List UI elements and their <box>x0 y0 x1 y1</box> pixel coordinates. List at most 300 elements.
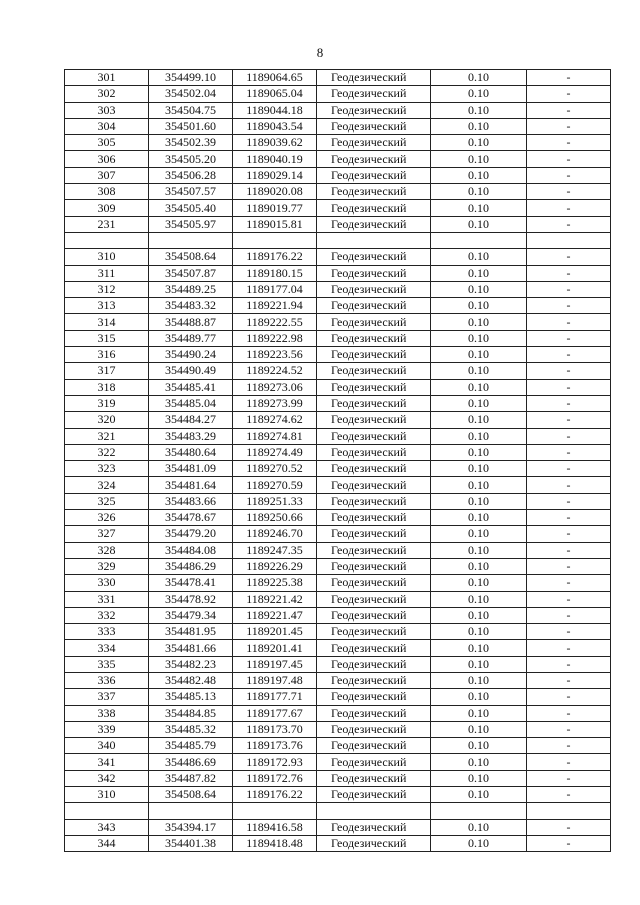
x-coordinate-cell: 354487.82 <box>149 770 233 786</box>
y-coordinate-cell: 1189064.65 <box>233 70 317 86</box>
table-row <box>65 184 611 200</box>
y-coordinate-cell: 1189273.06 <box>233 379 317 395</box>
x-coordinate-cell: 354490.24 <box>149 347 233 363</box>
description-cell: - <box>527 835 611 851</box>
table-spacer-row <box>65 803 611 819</box>
accuracy-cell: 0.10 <box>431 672 527 688</box>
y-coordinate-cell: 1189201.41 <box>233 640 317 656</box>
accuracy-cell: 0.10 <box>431 461 527 477</box>
y-coordinate-cell: 1189177.71 <box>233 689 317 705</box>
table-row <box>65 461 611 477</box>
table-row <box>65 510 611 526</box>
method-cell: Геодезический <box>317 770 431 786</box>
point-number-cell: 332 <box>65 607 149 623</box>
accuracy-cell: 0.10 <box>431 363 527 379</box>
method-cell <box>317 803 431 819</box>
y-coordinate-cell: 1189225.38 <box>233 575 317 591</box>
method-cell: Геодезический <box>317 216 431 232</box>
x-coordinate-cell: 354481.64 <box>149 477 233 493</box>
table-row <box>65 770 611 786</box>
table-row <box>65 70 611 86</box>
accuracy-cell: 0.10 <box>431 689 527 705</box>
description-cell: - <box>527 721 611 737</box>
description-cell: - <box>527 787 611 803</box>
point-number-cell <box>65 803 149 819</box>
point-number-cell: 304 <box>65 118 149 134</box>
y-coordinate-cell: 1189173.70 <box>233 721 317 737</box>
x-coordinate-cell: 354489.25 <box>149 281 233 297</box>
table-row <box>65 835 611 851</box>
accuracy-cell: 0.10 <box>431 591 527 607</box>
y-coordinate-cell: 1189274.62 <box>233 412 317 428</box>
accuracy-cell: 0.10 <box>431 721 527 737</box>
accuracy-cell: 0.10 <box>431 412 527 428</box>
y-coordinate-cell: 1189223.56 <box>233 347 317 363</box>
description-cell <box>527 232 611 248</box>
description-cell: - <box>527 770 611 786</box>
method-cell: Геодезический <box>317 493 431 509</box>
point-number-cell: 320 <box>65 412 149 428</box>
table-row <box>65 330 611 346</box>
point-number-cell: 334 <box>65 640 149 656</box>
x-coordinate-cell: 354484.85 <box>149 705 233 721</box>
x-coordinate-cell: 354478.41 <box>149 575 233 591</box>
method-cell: Геодезический <box>317 70 431 86</box>
table-row <box>65 102 611 118</box>
y-coordinate-cell: 1189250.66 <box>233 510 317 526</box>
accuracy-cell: 0.10 <box>431 542 527 558</box>
y-coordinate-cell: 1189039.62 <box>233 135 317 151</box>
table-row <box>65 558 611 574</box>
x-coordinate-cell: 354483.66 <box>149 493 233 509</box>
table-row <box>65 281 611 297</box>
point-number-cell: 340 <box>65 738 149 754</box>
point-number-cell: 343 <box>65 819 149 835</box>
point-number-cell: 231 <box>65 216 149 232</box>
method-cell: Геодезический <box>317 363 431 379</box>
point-number-cell: 333 <box>65 624 149 640</box>
table-row <box>65 363 611 379</box>
point-number-cell: 326 <box>65 510 149 526</box>
description-cell: - <box>527 819 611 835</box>
method-cell: Геодезический <box>317 672 431 688</box>
point-number-cell: 307 <box>65 167 149 183</box>
point-number-cell: 310 <box>65 249 149 265</box>
table-row <box>65 118 611 134</box>
table-row <box>65 347 611 363</box>
point-number-cell: 344 <box>65 835 149 851</box>
x-coordinate-cell: 354489.77 <box>149 330 233 346</box>
x-coordinate-cell: 354486.29 <box>149 558 233 574</box>
description-cell: - <box>527 102 611 118</box>
description-cell: - <box>527 558 611 574</box>
accuracy-cell: 0.10 <box>431 347 527 363</box>
accuracy-cell: 0.10 <box>431 575 527 591</box>
table-row <box>65 428 611 444</box>
accuracy-cell: 0.10 <box>431 477 527 493</box>
table-row <box>65 265 611 281</box>
x-coordinate-cell: 354505.20 <box>149 151 233 167</box>
table-row <box>65 656 611 672</box>
point-number-cell: 327 <box>65 526 149 542</box>
method-cell: Геодезический <box>317 738 431 754</box>
point-number-cell: 318 <box>65 379 149 395</box>
table-row <box>65 591 611 607</box>
description-cell: - <box>527 200 611 216</box>
accuracy-cell: 0.10 <box>431 151 527 167</box>
method-cell: Геодезический <box>317 656 431 672</box>
point-number-cell: 322 <box>65 444 149 460</box>
method-cell: Геодезический <box>317 379 431 395</box>
method-cell: Геодезический <box>317 819 431 835</box>
point-number-cell: 317 <box>65 363 149 379</box>
table-row <box>65 526 611 542</box>
accuracy-cell: 0.10 <box>431 787 527 803</box>
description-cell: - <box>527 412 611 428</box>
table-row <box>65 721 611 737</box>
method-cell: Геодезический <box>317 298 431 314</box>
x-coordinate-cell: 354401.38 <box>149 835 233 851</box>
accuracy-cell: 0.10 <box>431 835 527 851</box>
accuracy-cell: 0.10 <box>431 624 527 640</box>
description-cell: - <box>527 656 611 672</box>
point-number-cell: 337 <box>65 689 149 705</box>
method-cell: Геодезический <box>317 705 431 721</box>
point-number-cell: 316 <box>65 347 149 363</box>
description-cell: - <box>527 689 611 705</box>
method-cell <box>317 232 431 248</box>
y-coordinate-cell: 1189222.98 <box>233 330 317 346</box>
y-coordinate-cell: 1189222.55 <box>233 314 317 330</box>
x-coordinate-cell: 354486.69 <box>149 754 233 770</box>
point-number-cell: 319 <box>65 395 149 411</box>
accuracy-cell: 0.10 <box>431 70 527 86</box>
method-cell: Геодезический <box>317 330 431 346</box>
description-cell: - <box>527 624 611 640</box>
method-cell: Геодезический <box>317 184 431 200</box>
y-coordinate-cell: 1189247.35 <box>233 542 317 558</box>
point-number-cell: 331 <box>65 591 149 607</box>
x-coordinate-cell: 354485.79 <box>149 738 233 754</box>
description-cell: - <box>527 167 611 183</box>
accuracy-cell: 0.10 <box>431 493 527 509</box>
accuracy-cell: 0.10 <box>431 216 527 232</box>
description-cell: - <box>527 705 611 721</box>
table-row <box>65 493 611 509</box>
x-coordinate-cell: 354485.41 <box>149 379 233 395</box>
y-coordinate-cell: 1189065.04 <box>233 86 317 102</box>
method-cell: Геодезический <box>317 754 431 770</box>
table-row <box>65 640 611 656</box>
y-coordinate-cell <box>233 803 317 819</box>
y-coordinate-cell: 1189019.77 <box>233 200 317 216</box>
y-coordinate-cell: 1189172.76 <box>233 770 317 786</box>
x-coordinate-cell: 354482.48 <box>149 672 233 688</box>
description-cell: - <box>527 395 611 411</box>
method-cell: Геодезический <box>317 200 431 216</box>
table-row <box>65 379 611 395</box>
x-coordinate-cell: 354490.49 <box>149 363 233 379</box>
accuracy-cell: 0.10 <box>431 444 527 460</box>
x-coordinate-cell: 354478.67 <box>149 510 233 526</box>
point-number-cell: 325 <box>65 493 149 509</box>
accuracy-cell: 0.10 <box>431 395 527 411</box>
method-cell: Геодезический <box>317 265 431 281</box>
point-number-cell: 324 <box>65 477 149 493</box>
table-row <box>65 819 611 835</box>
x-coordinate-cell: 354479.20 <box>149 526 233 542</box>
table-row <box>65 200 611 216</box>
method-cell: Геодезический <box>317 607 431 623</box>
x-coordinate-cell: 354505.40 <box>149 200 233 216</box>
point-number-cell: 301 <box>65 70 149 86</box>
method-cell: Геодезический <box>317 461 431 477</box>
x-coordinate-cell: 354507.87 <box>149 265 233 281</box>
x-coordinate-cell <box>149 803 233 819</box>
table-row <box>65 542 611 558</box>
x-coordinate-cell: 354505.97 <box>149 216 233 232</box>
x-coordinate-cell: 354394.17 <box>149 819 233 835</box>
accuracy-cell: 0.10 <box>431 738 527 754</box>
table-row <box>65 705 611 721</box>
point-number-cell: 315 <box>65 330 149 346</box>
method-cell: Геодезический <box>317 102 431 118</box>
table-row <box>65 216 611 232</box>
accuracy-cell <box>431 232 527 248</box>
x-coordinate-cell: 354481.09 <box>149 461 233 477</box>
description-cell: - <box>527 314 611 330</box>
table-row <box>65 738 611 754</box>
method-cell: Геодезический <box>317 118 431 134</box>
table-row <box>65 444 611 460</box>
point-number-cell: 311 <box>65 265 149 281</box>
y-coordinate-cell: 1189176.22 <box>233 249 317 265</box>
accuracy-cell: 0.10 <box>431 510 527 526</box>
accuracy-cell: 0.10 <box>431 330 527 346</box>
y-coordinate-cell: 1189274.81 <box>233 428 317 444</box>
table-row <box>65 151 611 167</box>
y-coordinate-cell: 1189201.45 <box>233 624 317 640</box>
accuracy-cell: 0.10 <box>431 640 527 656</box>
method-cell: Геодезический <box>317 526 431 542</box>
method-cell: Геодезический <box>317 249 431 265</box>
y-coordinate-cell: 1189197.48 <box>233 672 317 688</box>
x-coordinate-cell: 354482.23 <box>149 656 233 672</box>
method-cell: Геодезический <box>317 86 431 102</box>
description-cell: - <box>527 428 611 444</box>
coordinates-table-body <box>65 70 611 852</box>
x-coordinate-cell: 354478.92 <box>149 591 233 607</box>
point-number-cell: 303 <box>65 102 149 118</box>
point-number-cell: 312 <box>65 281 149 297</box>
method-cell: Геодезический <box>317 444 431 460</box>
accuracy-cell: 0.10 <box>431 265 527 281</box>
y-coordinate-cell: 1189020.08 <box>233 184 317 200</box>
y-coordinate-cell: 1189416.58 <box>233 819 317 835</box>
accuracy-cell: 0.10 <box>431 200 527 216</box>
y-coordinate-cell: 1189221.94 <box>233 298 317 314</box>
page-number: 8 <box>316 45 324 60</box>
x-coordinate-cell: 354502.39 <box>149 135 233 151</box>
accuracy-cell: 0.10 <box>431 754 527 770</box>
description-cell: - <box>527 477 611 493</box>
y-coordinate-cell: 1189418.48 <box>233 835 317 851</box>
description-cell: - <box>527 607 611 623</box>
table-row <box>65 624 611 640</box>
description-cell: - <box>527 444 611 460</box>
accuracy-cell: 0.10 <box>431 298 527 314</box>
y-coordinate-cell: 1189172.93 <box>233 754 317 770</box>
table-row <box>65 689 611 705</box>
y-coordinate-cell: 1189226.29 <box>233 558 317 574</box>
accuracy-cell: 0.10 <box>431 607 527 623</box>
description-cell: - <box>527 118 611 134</box>
method-cell: Геодезический <box>317 510 431 526</box>
table-row <box>65 754 611 770</box>
point-number-cell: 336 <box>65 672 149 688</box>
method-cell: Геодезический <box>317 395 431 411</box>
description-cell: - <box>527 265 611 281</box>
description-cell: - <box>527 461 611 477</box>
accuracy-cell: 0.10 <box>431 281 527 297</box>
point-number-cell: 305 <box>65 135 149 151</box>
method-cell: Геодезический <box>317 787 431 803</box>
description-cell: - <box>527 672 611 688</box>
x-coordinate-cell: 354504.75 <box>149 102 233 118</box>
table-row <box>65 314 611 330</box>
y-coordinate-cell <box>233 232 317 248</box>
x-coordinate-cell: 354499.10 <box>149 70 233 86</box>
y-coordinate-cell: 1189043.54 <box>233 118 317 134</box>
x-coordinate-cell: 354483.29 <box>149 428 233 444</box>
y-coordinate-cell: 1189224.52 <box>233 363 317 379</box>
y-coordinate-cell: 1189221.47 <box>233 607 317 623</box>
method-cell: Геодезический <box>317 314 431 330</box>
coordinates-table <box>64 69 611 852</box>
x-coordinate-cell: 354479.34 <box>149 607 233 623</box>
table-row <box>65 607 611 623</box>
y-coordinate-cell: 1189274.49 <box>233 444 317 460</box>
description-cell: - <box>527 591 611 607</box>
method-cell: Геодезический <box>317 624 431 640</box>
y-coordinate-cell: 1189176.22 <box>233 787 317 803</box>
table-row <box>65 787 611 803</box>
x-coordinate-cell: 354485.32 <box>149 721 233 737</box>
method-cell: Геодезический <box>317 542 431 558</box>
x-coordinate-cell: 354480.64 <box>149 444 233 460</box>
x-coordinate-cell: 354501.60 <box>149 118 233 134</box>
accuracy-cell: 0.10 <box>431 102 527 118</box>
accuracy-cell: 0.10 <box>431 770 527 786</box>
x-coordinate-cell: 354488.87 <box>149 314 233 330</box>
description-cell: - <box>527 86 611 102</box>
x-coordinate-cell: 354502.04 <box>149 86 233 102</box>
accuracy-cell: 0.10 <box>431 819 527 835</box>
x-coordinate-cell: 354507.57 <box>149 184 233 200</box>
description-cell: - <box>527 526 611 542</box>
accuracy-cell: 0.10 <box>431 656 527 672</box>
description-cell: - <box>527 347 611 363</box>
method-cell: Геодезический <box>317 135 431 151</box>
table-row <box>65 167 611 183</box>
point-number-cell: 309 <box>65 200 149 216</box>
table-row <box>65 249 611 265</box>
description-cell: - <box>527 542 611 558</box>
description-cell: - <box>527 575 611 591</box>
y-coordinate-cell: 1189177.67 <box>233 705 317 721</box>
method-cell: Геодезический <box>317 477 431 493</box>
point-number-cell: 329 <box>65 558 149 574</box>
point-number-cell: 338 <box>65 705 149 721</box>
accuracy-cell: 0.10 <box>431 118 527 134</box>
method-cell: Геодезический <box>317 347 431 363</box>
point-number-cell: 321 <box>65 428 149 444</box>
accuracy-cell: 0.10 <box>431 705 527 721</box>
method-cell: Геодезический <box>317 151 431 167</box>
accuracy-cell: 0.10 <box>431 167 527 183</box>
description-cell: - <box>527 216 611 232</box>
accuracy-cell <box>431 803 527 819</box>
point-number-cell: 302 <box>65 86 149 102</box>
method-cell: Геодезический <box>317 412 431 428</box>
point-number-cell: 341 <box>65 754 149 770</box>
y-coordinate-cell: 1189180.15 <box>233 265 317 281</box>
description-cell: - <box>527 640 611 656</box>
table-row <box>65 86 611 102</box>
accuracy-cell: 0.10 <box>431 379 527 395</box>
method-cell: Геодезический <box>317 835 431 851</box>
table-row <box>65 672 611 688</box>
point-number-cell: 335 <box>65 656 149 672</box>
description-cell: - <box>527 510 611 526</box>
y-coordinate-cell: 1189270.52 <box>233 461 317 477</box>
table-row <box>65 412 611 428</box>
y-coordinate-cell: 1189251.33 <box>233 493 317 509</box>
point-number-cell: 339 <box>65 721 149 737</box>
description-cell: - <box>527 70 611 86</box>
y-coordinate-cell: 1189221.42 <box>233 591 317 607</box>
y-coordinate-cell: 1189273.99 <box>233 395 317 411</box>
table-spacer-row <box>65 232 611 248</box>
accuracy-cell: 0.10 <box>431 526 527 542</box>
table-row <box>65 395 611 411</box>
method-cell: Геодезический <box>317 428 431 444</box>
accuracy-cell: 0.10 <box>431 428 527 444</box>
method-cell: Геодезический <box>317 640 431 656</box>
x-coordinate-cell: 354481.95 <box>149 624 233 640</box>
description-cell: - <box>527 184 611 200</box>
method-cell: Геодезический <box>317 721 431 737</box>
x-coordinate-cell: 354485.04 <box>149 395 233 411</box>
x-coordinate-cell: 354485.13 <box>149 689 233 705</box>
y-coordinate-cell: 1189270.59 <box>233 477 317 493</box>
x-coordinate-cell: 354481.66 <box>149 640 233 656</box>
y-coordinate-cell: 1189029.14 <box>233 167 317 183</box>
x-coordinate-cell: 354483.32 <box>149 298 233 314</box>
x-coordinate-cell: 354508.64 <box>149 787 233 803</box>
accuracy-cell: 0.10 <box>431 184 527 200</box>
table-row <box>65 298 611 314</box>
y-coordinate-cell: 1189246.70 <box>233 526 317 542</box>
point-number-cell <box>65 232 149 248</box>
accuracy-cell: 0.10 <box>431 86 527 102</box>
description-cell: - <box>527 754 611 770</box>
method-cell: Геодезический <box>317 281 431 297</box>
description-cell: - <box>527 493 611 509</box>
table-row <box>65 135 611 151</box>
method-cell: Геодезический <box>317 591 431 607</box>
description-cell: - <box>527 135 611 151</box>
